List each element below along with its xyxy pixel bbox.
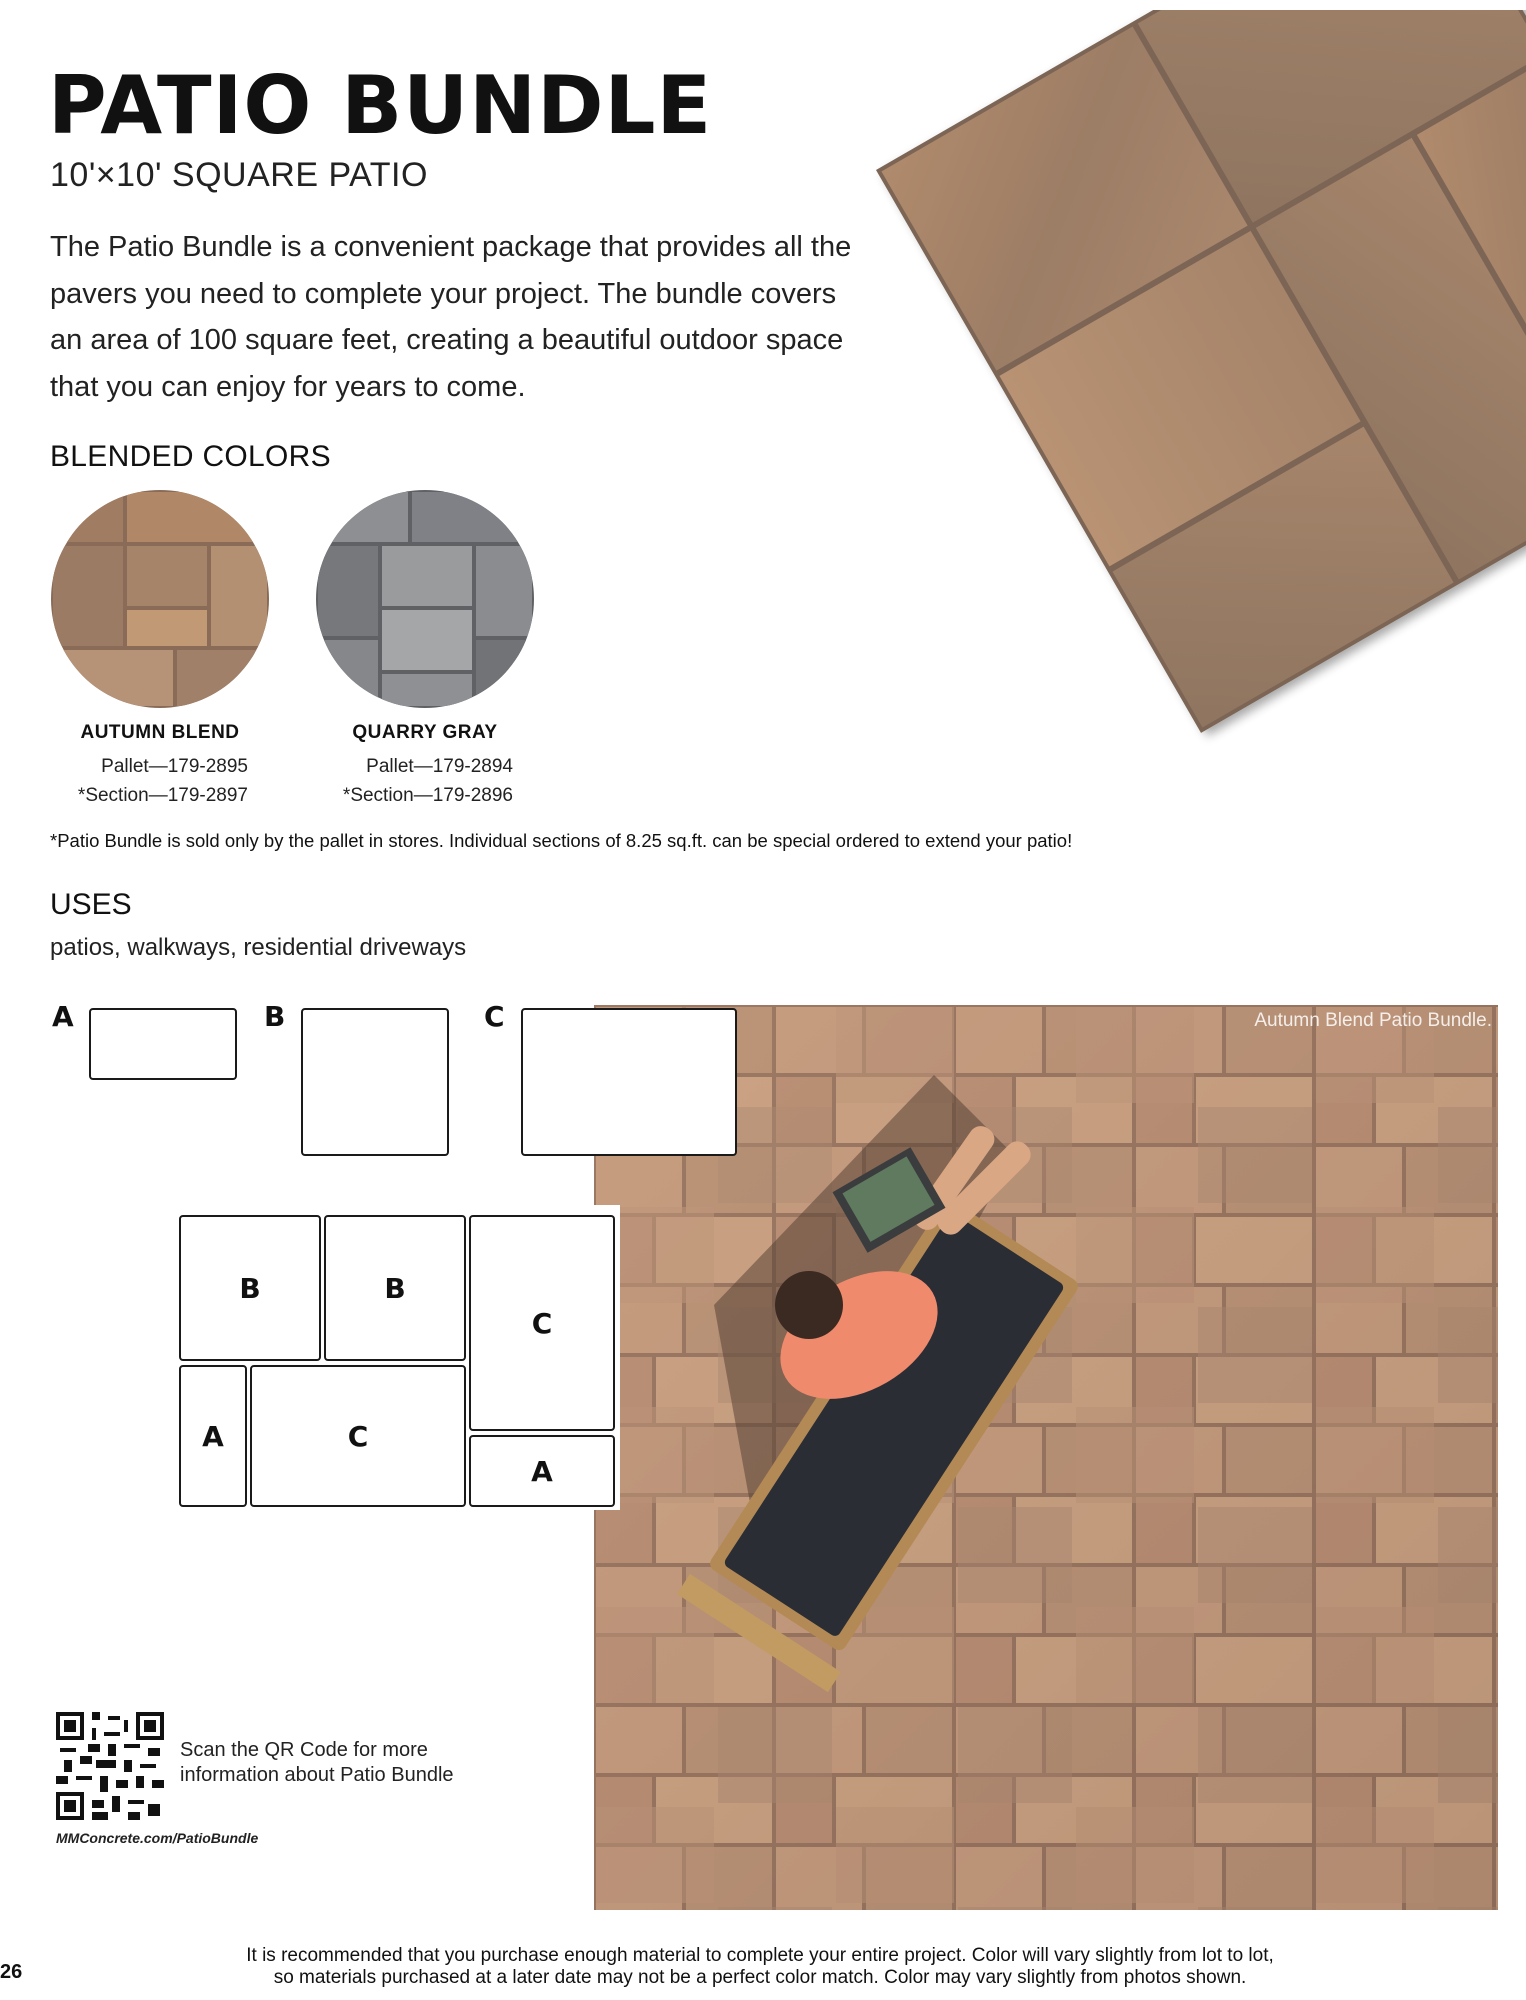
autumn-blend-name: AUTUMN BLEND xyxy=(80,722,240,743)
pallet-footnote: *Patio Bundle is sold only by the pallet in stores. Individual sections of 8.25 sq.ft. can be special ordered to extend your patio! xyxy=(50,830,1073,851)
paver-hero-image xyxy=(860,10,1526,800)
shape-label-a: A xyxy=(52,1000,74,1033)
qr-code[interactable] xyxy=(56,1712,164,1820)
shape-b-outline xyxy=(301,1008,449,1156)
autumn-blend-pallet: Pallet—179-2895 xyxy=(101,756,248,777)
qr-url-link[interactable]: MMConcrete.com/PatioBundle xyxy=(56,1830,259,1846)
qr-text-line1: Scan the QR Code for more xyxy=(180,1739,428,1761)
disclaimer-line1: It is recommended that you purchase enough material to complete your entire project. Color will vary slightly from lot to lot, xyxy=(246,1945,1274,1966)
quarry-gray-pallet: Pallet—179-2894 xyxy=(366,756,513,777)
layout-piece-a2: A xyxy=(469,1435,615,1507)
quarry-gray-section: *Section—179-2896 xyxy=(342,785,513,806)
layout-piece-c2: C xyxy=(250,1365,466,1507)
page-subtitle: 10'×10' SQUARE PATIO xyxy=(50,156,428,194)
uses-heading: USES xyxy=(50,888,132,921)
page-title: PATIO BUNDLE xyxy=(48,59,713,152)
qr-instructions xyxy=(180,1738,454,1788)
qr-text-line2: information about Patio Bundle xyxy=(180,1764,454,1786)
photo-caption: Autumn Blend Patio Bundle. xyxy=(1254,1010,1492,1031)
uses-text: patios, walkways, residential driveways xyxy=(50,934,467,961)
blended-colors-heading: BLENDED COLORS xyxy=(50,440,331,473)
autumn-blend-section: *Section—179-2897 xyxy=(77,785,248,806)
layout-piece-c1: C xyxy=(469,1215,615,1431)
shape-a-outline xyxy=(89,1008,237,1080)
shape-c-outline xyxy=(521,1008,737,1156)
layout-piece-b2: B xyxy=(324,1215,466,1361)
page-number: 26 xyxy=(0,1961,23,1983)
shape-label-c: C xyxy=(484,1000,505,1033)
shape-label-b: B xyxy=(264,1000,286,1033)
quarry-gray-name: QUARRY GRAY xyxy=(352,722,498,743)
disclaimer xyxy=(160,1945,1360,1989)
autumn-blend-swatch xyxy=(51,490,269,708)
quarry-gray-swatch xyxy=(316,490,534,708)
intro-paragraph: The Patio Bundle is a convenient package that provides all the pavers you need to complete your project. The bundle covers an area of 100 square feet, creating a beautiful outdoor space that you can enjoy for years to come. xyxy=(50,231,852,403)
disclaimer-line2: so materials purchased at a later date may not be a perfect color match. Color may vary slightly from photos shown. xyxy=(273,1967,1247,1988)
layout-piece-b1: B xyxy=(179,1215,321,1361)
layout-piece-a1: A xyxy=(179,1365,247,1507)
